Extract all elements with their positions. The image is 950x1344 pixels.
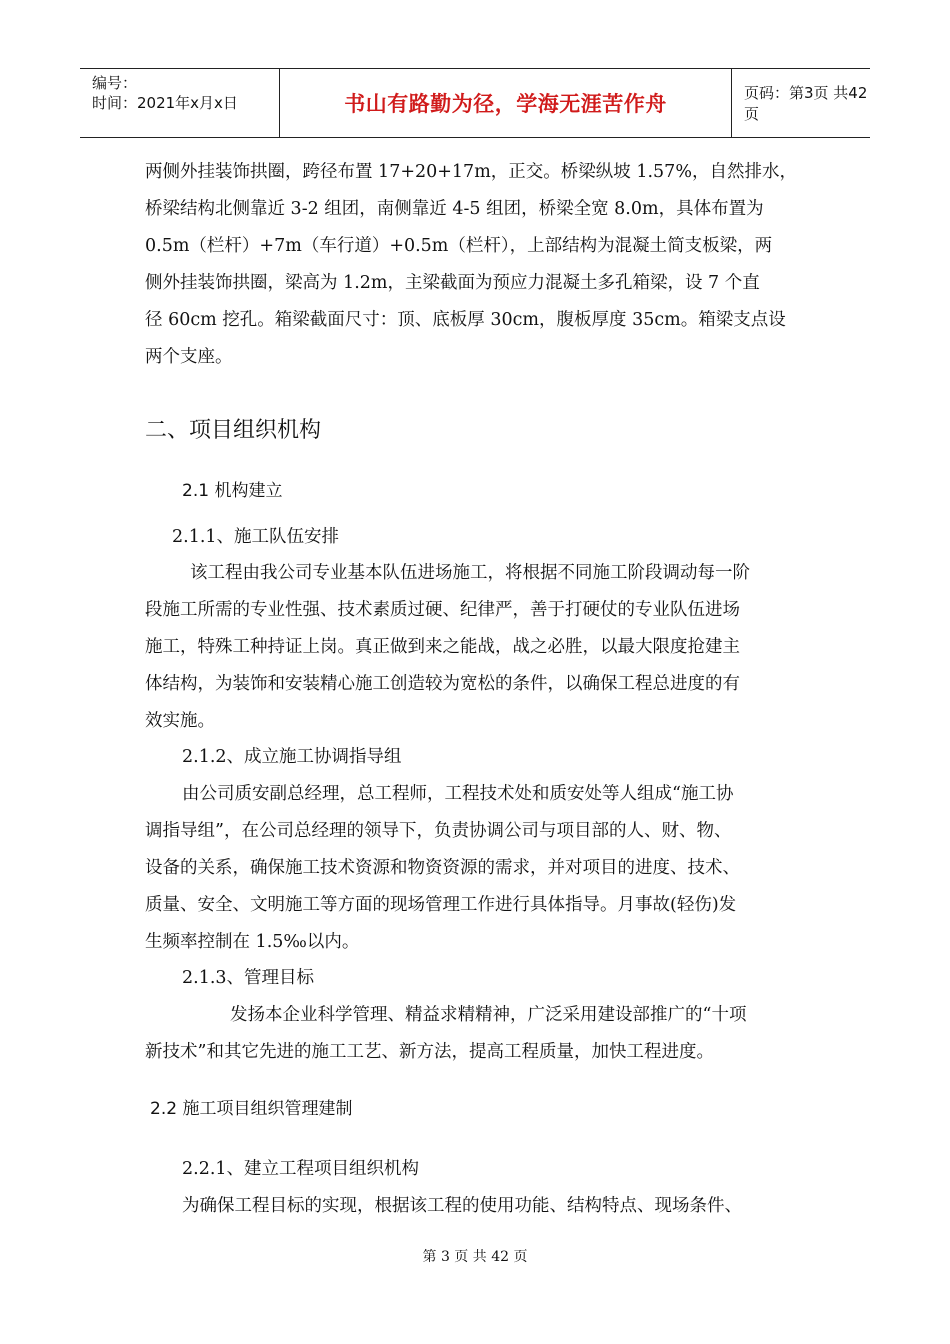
header-motto: 书山有路勤为径，学海无涯苦作舟: [280, 69, 732, 137]
page-footer: 第 3 页 共 42 页: [422, 1249, 528, 1265]
body-line: 施工，特殊工种持证上岗。真正做到来之能战，战之必胜，以最大限度抢建主: [145, 637, 740, 657]
body-line: 段施工所需的专业性强、技术素质过硬、纪律严，善于打硬仗的专业队伍进场: [145, 600, 740, 620]
body-line: 桥梁结构北侧靠近 3-2 组团，南侧靠近 4-5 组团，桥梁全宽 8.0m，具体布置为: [145, 199, 764, 219]
body-line: 由公司质安副总经理，总工程师，工程技术处和质安处等人组成“施工协: [182, 784, 734, 804]
subsubsection-heading: 2.1.2、成立施工协调指导组: [182, 747, 402, 767]
header-page-label: 页码：第3页 共42页: [744, 84, 868, 123]
subsubsection-heading: 2.2.1、建立工程项目组织机构: [182, 1159, 420, 1179]
subsection-heading: 2.2 施工项目组织管理建制: [150, 1099, 353, 1119]
body-line: 设备的关系，确保施工技术资源和物资资源的需求，并对项目的进度、技术、: [145, 858, 740, 878]
document-time-label: 时间：2021年x月x日: [92, 94, 238, 112]
body-line: 质量、安全、文明施工等方面的现场管理工作进行具体指导。月事故(轻伤)发: [145, 895, 737, 915]
body-line: 发扬本企业科学管理、精益求精精神，广泛采用建设部推广的“十项: [230, 1005, 747, 1025]
body-line: 效实施。: [145, 711, 215, 731]
subsubsection-heading: 2.1.1、施工队伍安排: [172, 527, 340, 547]
body-line: 新技术”和其它先进的施工工艺、新方法，提高工程质量，加快工程进度。: [145, 1042, 714, 1062]
section-heading: 二、项目组织机构: [145, 418, 322, 443]
body-line: 两个支座。: [145, 347, 233, 367]
body-line: 0.5m（栏杆）+7m（车行道）+0.5m（栏杆），上部结构为混凝土简支板梁，两: [145, 236, 773, 256]
header-meta: [80, 69, 280, 137]
body-line: 调指导组”，在公司总经理的领导下，负责协调公司与项目部的人、财、物、: [145, 821, 732, 841]
subsection-heading: 2.1 机构建立: [182, 481, 283, 501]
body-line: 体结构，为装饰和安装精心施工创造较为宽松的条件，以确保工程总进度的有: [145, 674, 740, 694]
body-line: 径 60cm 挖孔。箱梁截面尺寸：顶、底板厚 30cm，腹板厚度 35cm。箱梁支点设: [145, 310, 786, 330]
document-number-label: 编号：: [92, 74, 138, 92]
body-line: 侧外挂装饰拱圈，梁高为 1.2m，主梁截面为预应力混凝土多孔箱梁，设 7 个直: [145, 273, 760, 293]
subsubsection-heading: 2.1.3、管理目标: [182, 968, 315, 988]
page-header: [80, 68, 870, 138]
body-line: 两侧外挂装饰拱圈，跨径布置 17+20+17m，正交。桥梁纵坡 1.57%，自然排水，: [145, 162, 797, 182]
body-line: 该工程由我公司专业基本队伍进场施工，将根据不同施工阶段调动每一阶: [190, 563, 750, 583]
body-line: 生频率控制在 1.5‰以内。: [145, 932, 360, 952]
body-line: 为确保工程目标的实现，根据该工程的使用功能、结构特点、现场条件、: [182, 1196, 742, 1216]
